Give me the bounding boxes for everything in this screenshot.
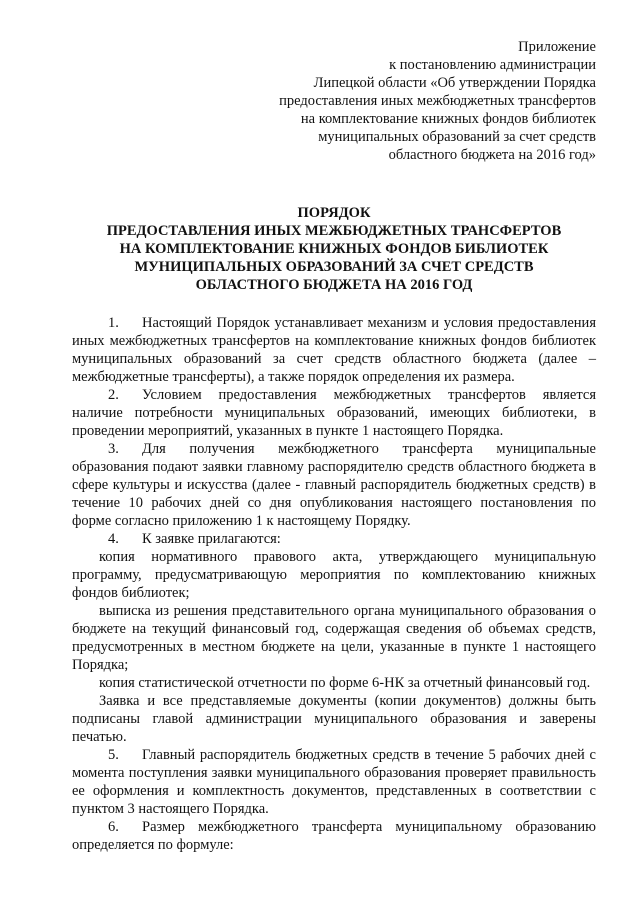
paragraph-text: Главный распорядитель бюджетных средств в течение 5 рабочих дней с момента поступления заявки муниципального образования проверяет правильность ее оформления и комплектность документов, представленных в соответствии с пунктом 3 настоящего Порядка. [72,747,596,817]
paragraph-6 [72,818,596,854]
paragraph-4-item-a: копия нормативного правового акта, утверждающего муниципальную программу, предусматривающую мероприятия по комплектованию книжных фондов библиотек; [72,549,596,601]
paragraph-number: 2. [108,387,119,403]
paragraph-number: 3. [108,441,119,457]
title-line: МУНИЦИПАЛЬНЫХ ОБРАЗОВАНИЙ ЗА СЧЕТ СРЕДСТВ [134,259,534,275]
appendix-header [222,38,596,164]
appendix-line: к постановлению администрации [389,57,596,73]
paragraph-text: Настоящий Порядок устанавливает механизм и условия предоставления иных межбюджетных трансфертов на комплектование книжных фондов библиотек муниципальных образований за счет средств областного бюджета (далее – межбюджетные трансферты), а также порядок определения их размера. [72,315,596,385]
paragraph-4 [72,530,596,548]
paragraph-5 [72,746,596,818]
document-title [72,204,596,294]
paragraph-2 [72,386,596,440]
paragraph-4-item-c: копия статистической отчетности по форме 6-НК за отчетный финансовый год. [99,675,591,691]
paragraph-4-item-b: выписка из решения представительного органа муниципального образования о бюджете на текущий финансовый год, содержащая сведения об объемах средств, предусмотренных в местном бюджете на цели, указанные в пункте 1 настоящего Порядка; [72,603,596,673]
paragraph-3 [72,440,596,530]
paragraph-text: Для получения межбюджетного трансферта муниципальные образования подают заявки главному распорядителю средств областного бюджета в сфере культуры и искусства (далее - главный распорядитель бюджетных средств) в течение 10 рабочих дней со дня опубликования настоящего постановления по форме согласно приложению 1 к настоящему Порядку. [72,441,596,529]
paragraph-4-note: Заявка и все представляемые документы (копии документов) должны быть подписаны главой администрации муниципального образования и заверены печатью. [72,693,596,745]
document-body [72,314,596,854]
appendix-line: на комплектование книжных фондов библиотек [300,111,596,127]
document-page [72,38,596,854]
paragraph-1 [72,314,596,386]
paragraph-text: Условием предоставления межбюджетных трансфертов является наличие потребности муниципальных образований, имеющих библиотеки, в проведении мероприятий, указанных в пункте 1 настоящего Порядка. [72,387,596,439]
title-line: ОБЛАСТНОГО БЮДЖЕТА НА 2016 ГОД [195,277,473,293]
paragraph-number: 4. [108,531,119,547]
title-line: ПОРЯДОК [297,205,371,221]
appendix-line: Приложение [518,39,596,55]
title-line: НА КОМПЛЕКТОВАНИЕ КНИЖНЫХ ФОНДОВ БИБЛИОТЕК [119,241,549,257]
paragraph-text: К заявке прилагаются: [142,531,281,547]
paragraph-number: 5. [108,747,119,763]
paragraph-number: 6. [108,819,119,835]
title-line: ПРЕДОСТАВЛЕНИЯ ИНЫХ МЕЖБЮДЖЕТНЫХ ТРАНСФЕРТОВ [106,223,562,239]
appendix-line: предоставления иных межбюджетных трансфертов [279,93,596,109]
appendix-line: областного бюджета на 2016 год» [388,147,596,163]
paragraph-number: 1. [108,315,119,331]
appendix-line: Липецкой области «Об утверждении Порядка [313,75,596,91]
appendix-line: муниципальных образований за счет средств [318,129,596,145]
paragraph-text: Размер межбюджетного трансферта муниципальному образованию определяется по формуле: [72,819,596,853]
